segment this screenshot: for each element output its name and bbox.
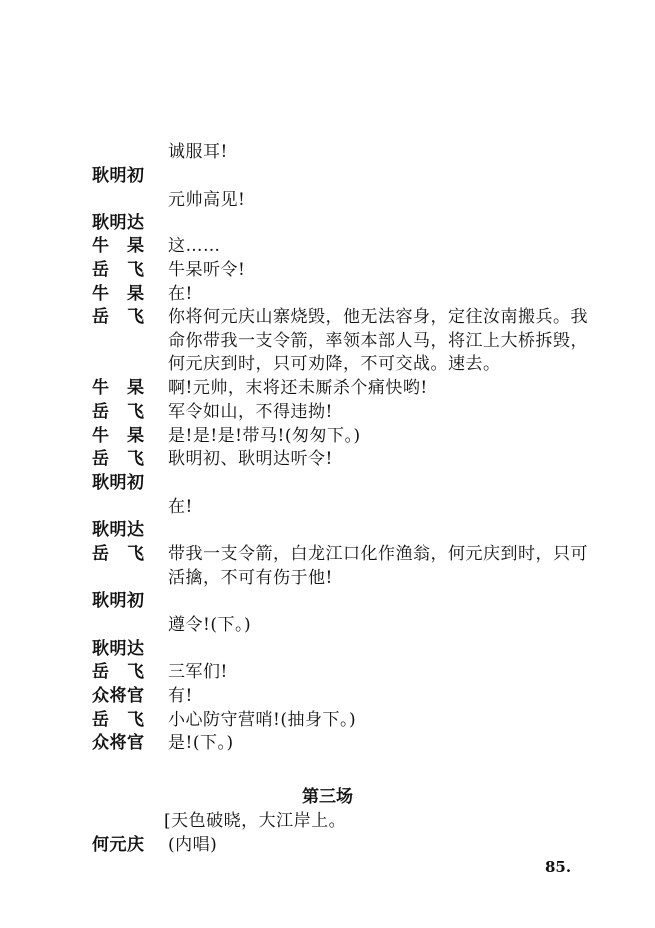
speaker-name: 岳 飞 [92, 662, 145, 682]
dialogue-text: 牛杲听令! [168, 260, 246, 280]
scene-heading: 第三场 [302, 787, 353, 807]
speaker-name: 岳 飞 [92, 710, 145, 730]
dialogue-text: 军令如山，不得违拗! [168, 402, 333, 422]
dialogue-text: 有! [168, 686, 193, 706]
speaker-name: 牛 杲 [92, 284, 145, 304]
dialogue-text: 诚服耳! [168, 142, 228, 162]
speaker-name: 岳 飞 [92, 307, 145, 327]
speaker-name: 耿明达 [92, 520, 145, 540]
dialogue-text: 命你带我一支令箭，率领本部人马，将江上大桥拆毁， [168, 331, 588, 351]
dialogue-text: 在! [168, 284, 193, 304]
speaker-name: 牛 杲 [92, 236, 145, 256]
speaker-name: 耿明达 [92, 639, 145, 659]
speaker-name: 岳 飞 [92, 260, 145, 280]
dialogue-text: (内唱) [168, 835, 218, 855]
speaker-name: 耿明达 [92, 213, 145, 233]
speaker-name: 何元庆 [92, 835, 145, 855]
dialogue-text: 带我一支令箭，白龙江口化作渔翁，何元庆到时，只可 [168, 544, 588, 564]
dialogue-text: 是!是!是!带马!(匆匆下。) [168, 426, 361, 446]
speaker-name: 众将官 [92, 686, 145, 706]
speaker-name: 众将官 [92, 733, 145, 753]
speaker-name: 耿明初 [92, 473, 145, 493]
speaker-name: 耿明初 [92, 591, 145, 611]
speaker-name: 牛 杲 [92, 378, 145, 398]
speaker-name: 牛 杲 [92, 426, 145, 446]
speaker-name: 岳 飞 [92, 449, 145, 469]
dialogue-text: 你将何元庆山寨烧毁，他无法容身，定往汝南搬兵。我 [168, 307, 588, 327]
dialogue-text: 是!(下。) [168, 733, 234, 753]
dialogue-text: 啊!元帅，末将还未厮杀个痛快哟! [168, 378, 428, 398]
speaker-name: 岳 飞 [92, 402, 145, 422]
dialogue-text: 耿明初、耿明达听令! [168, 449, 333, 469]
dialogue-text: 何元庆到时，只可劝降，不可交战。速去。 [168, 354, 501, 374]
page-number: 85. [545, 858, 572, 876]
speaker-name: 耿明初 [92, 166, 145, 186]
dialogue-text: 元帅高见! [168, 190, 246, 210]
stage-direction: [天色破晓，大江岸上。 [164, 811, 347, 831]
dialogue-text: 三军们! [168, 662, 228, 682]
dialogue-text: 活擒，不可有伤于他! [168, 568, 333, 588]
dialogue-text: 遵令!(下。) [168, 615, 252, 635]
dialogue-text: 小心防守营哨!(抽身下。) [168, 710, 357, 730]
dialogue-text: 在! [168, 497, 193, 517]
speaker-name: 岳 飞 [92, 544, 145, 564]
dialogue-text: 这…… [168, 236, 221, 256]
